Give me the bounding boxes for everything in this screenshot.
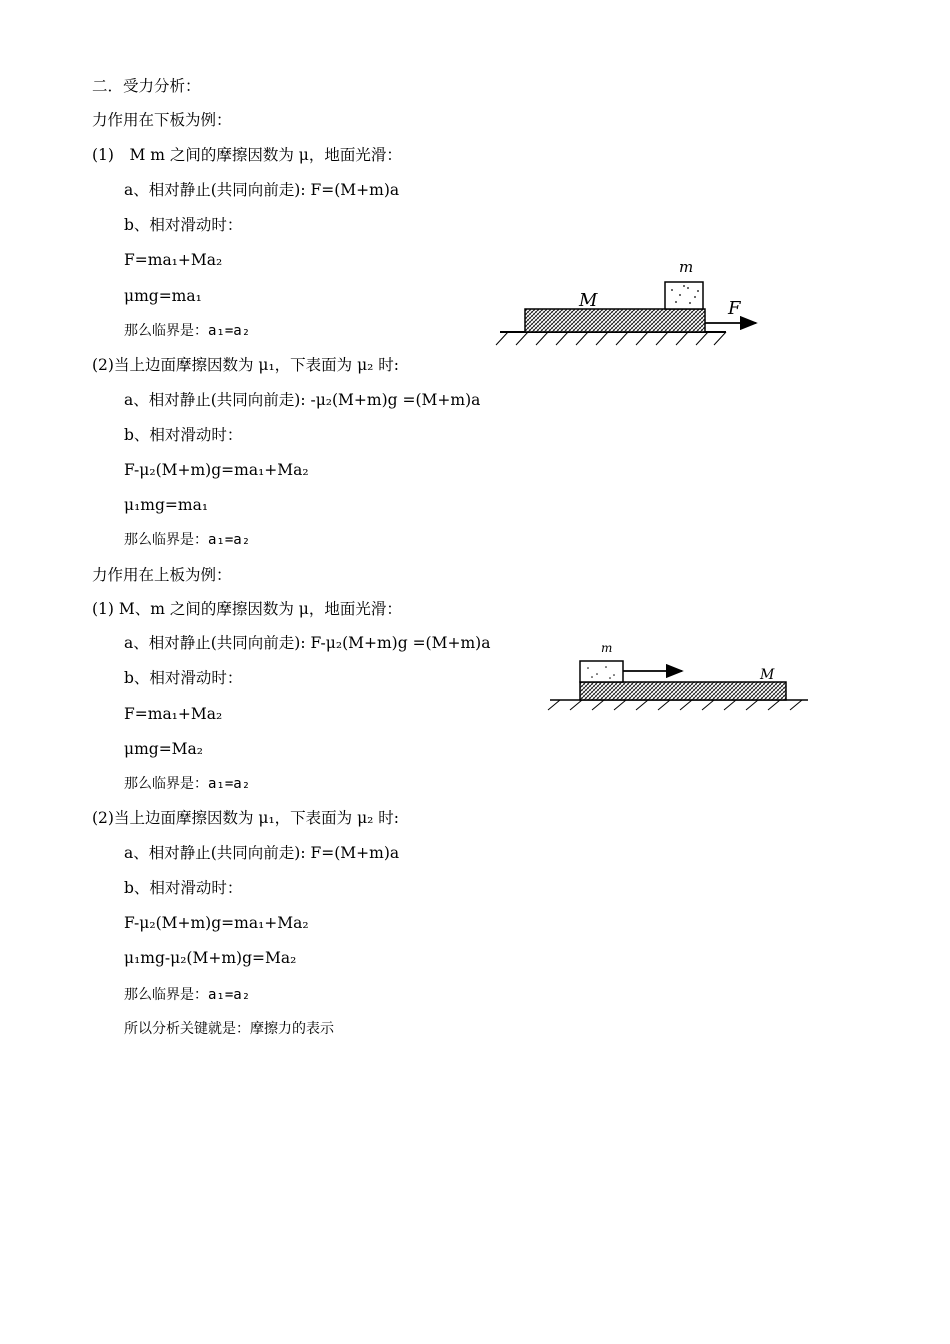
- case2-static: a、相对静止(共同向前走): -μ₂(M+m)g =(M+m)a: [124, 391, 481, 409]
- case1-sliding: b、相对滑动时：: [124, 216, 243, 234]
- board-big-m: [580, 682, 786, 700]
- ground-hatching: [548, 700, 802, 710]
- case4-static: a、相对静止(共同向前走): F=(M+m)a: [124, 844, 400, 862]
- case2-sliding: b、相对滑动时：: [124, 426, 243, 444]
- case2-eq1: F-μ₂(M+m)g=ma₁+Ma₂: [124, 461, 309, 479]
- case1-condition: (1) M m 之间的摩擦因数为 μ，地面光滑：: [92, 146, 402, 164]
- case3-condition: (1) M、m 之间的摩擦因数为 μ，地面光滑：: [92, 600, 402, 618]
- diagram-force-on-upper-block: [540, 636, 820, 716]
- case1-static: a、相对静止(共同向前走): F=(M+m)a: [124, 181, 400, 199]
- case1-eq1: F=ma₁+Ma₂: [124, 251, 223, 269]
- ground-hatching: [496, 332, 726, 345]
- case3-eq1: F=ma₁+Ma₂: [124, 705, 223, 723]
- board-big-m: [525, 309, 705, 332]
- case2-critical: 那么临界是：a₁=a₂: [124, 532, 251, 548]
- label-big-m: M: [579, 290, 598, 311]
- case3-eq2: μmg=Ma₂: [124, 740, 204, 758]
- summary: 所以分析关键就是：摩擦力的表示: [124, 1021, 334, 1037]
- case1-critical: 那么临界是：a₁=a₂: [124, 323, 251, 339]
- case2-eq2: μ₁mg=ma₁: [124, 496, 209, 514]
- label-small-m: m: [679, 258, 694, 276]
- case4-critical: 那么临界是：a₁=a₂: [124, 987, 251, 1003]
- case-heading-lower-board: 力作用在下板为例：: [92, 111, 232, 129]
- case3-static: a、相对静止(共同向前走): F-μ₂(M+m)g =(M+m)a: [124, 634, 491, 652]
- label-big-m: M: [760, 667, 775, 683]
- case1-eq2: μmg=ma₁: [124, 287, 202, 305]
- case4-sliding: b、相对滑动时：: [124, 879, 243, 897]
- label-force: F: [728, 298, 741, 319]
- case3-sliding: b、相对滑动时：: [124, 669, 243, 687]
- case2-condition: (2)当上边面摩擦因数为 μ₁，下表面为 μ₂ 时:: [92, 356, 400, 374]
- case4-condition: (2)当上边面摩擦因数为 μ₁，下表面为 μ₂ 时:: [92, 809, 400, 827]
- section-heading: 二．受力分析：: [92, 77, 201, 95]
- diagram-force-on-lower-board: [490, 250, 770, 350]
- case4-eq1: F-μ₂(M+m)g=ma₁+Ma₂: [124, 914, 309, 932]
- case3-critical: 那么临界是：a₁=a₂: [124, 776, 251, 792]
- case-heading-upper-board: 力作用在上板为例：: [92, 566, 232, 584]
- case4-eq2: μ₁mg-μ₂(M+m)g=Ma₂: [124, 949, 297, 967]
- label-small-m: m: [601, 641, 613, 655]
- block-small-m: [580, 661, 623, 682]
